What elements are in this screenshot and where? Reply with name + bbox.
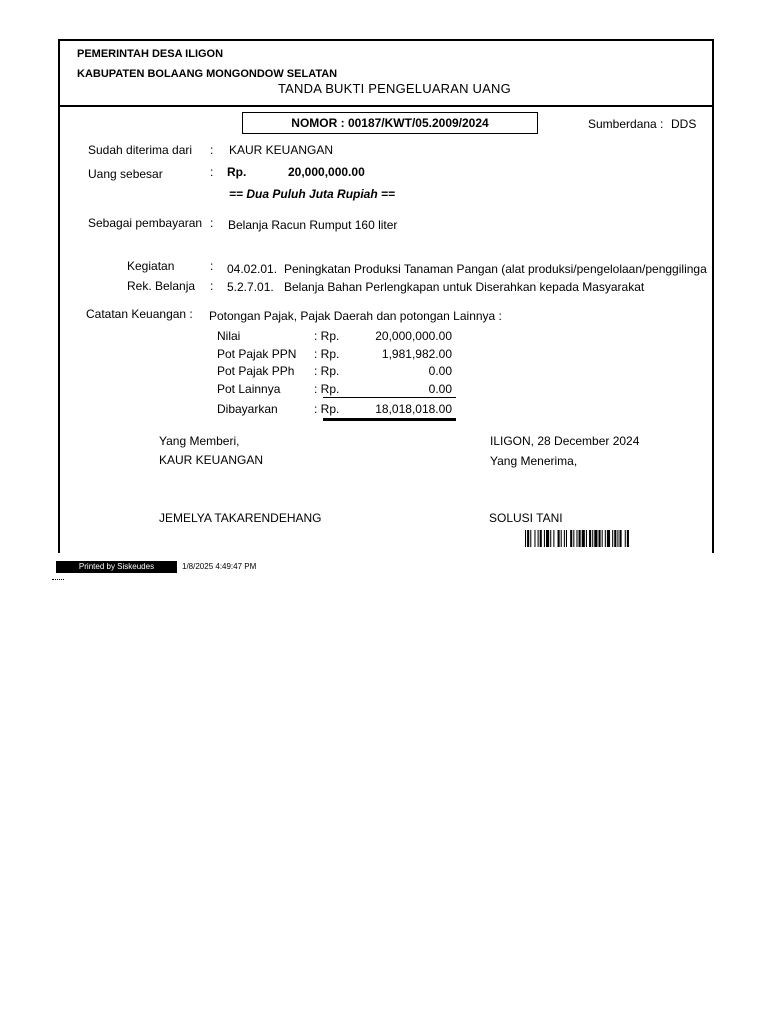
colon: : [210,216,214,230]
header-line1: PEMERINTAH DESA ILIGON [77,48,224,60]
row-rp-nilai: : Rp. [314,329,340,343]
barcode-bar [607,530,610,547]
subtotal-line [323,397,456,398]
barcode-bar [566,530,567,547]
barcode-bar [620,530,622,547]
row-rp-pph: : Rp. [314,364,340,378]
row-rp-ppn: : Rp. [314,347,340,361]
header-line2: KABUPATEN BOLAANG MONGONDOW SELATAN [77,68,338,80]
rek-code: 5.2.7.01. [227,280,274,294]
document-title: TANDA BUKTI PENGELUARAN UANG [278,81,511,96]
diterima-label: Sudah diterima dari [88,143,193,157]
barcode-bar [586,530,587,547]
barcode-bar [594,530,597,547]
row-value-lainnya: 0.00 [428,382,452,396]
row-label-ppn: Pot Pajak PPN [217,347,297,361]
barcode-bar [582,530,585,547]
row-label-dibayarkan: Dibayarkan [217,402,278,416]
place-date: ILIGON, 28 December 2024 [490,434,640,448]
row-value-ppn: 1,981,982.00 [381,347,452,361]
giver-role: KAUR KEUANGAN [159,453,264,467]
barcode-bar [544,530,545,547]
barcode-bar [570,530,572,547]
receiver-name: SOLUSI TANI [489,511,563,525]
barcode-bar [627,530,629,547]
footer-mark [52,579,64,580]
barcode-bar [550,530,551,547]
row-value-pph: 0.00 [428,364,452,378]
barcode-bar [599,530,601,547]
barcode-bar [612,530,613,547]
receiver-label: Yang Menerima, [490,454,578,468]
barcode-bar [540,530,542,547]
catatan-label: Catatan Keuangan : [86,307,193,321]
printed-by-badge: Printed by Siskeudes [56,561,177,573]
barcode-bar [589,530,591,547]
barcode-bar [605,530,606,547]
colon: : [210,143,214,157]
barcode-bar [576,530,577,547]
barcode-bar [625,530,626,547]
row-rp-dibayarkan: : Rp. [314,402,340,416]
kegiatan-value: Peningkatan Produksi Tanaman Pangan (alat produksi/pengelolaan/penggilinga [284,262,707,276]
sumberdana-label: Sumberdana : [588,117,664,131]
terbilang: == Dua Puluh Juta Rupiah == [229,187,396,201]
barcode-bar [579,530,581,547]
barcode-bar [538,530,539,547]
barcode-bar [561,530,562,547]
row-label-lainnya: Pot Lainnya [217,382,281,396]
header-divider [58,105,714,107]
barcode-bar [530,530,531,547]
barcode-bar [573,530,574,547]
colon: : [210,165,214,179]
barcode-bar [617,530,618,547]
uang-value: 20,000,000.00 [288,165,365,179]
colon: : [210,279,214,293]
row-label-pph: Pot Pajak PPh [217,364,295,378]
uang-currency: Rp. [227,165,247,179]
giver-name: JEMELYA TAKARENDEHANG [159,511,322,525]
barcode-bar [614,530,616,547]
rek-value: Belanja Bahan Perlengkapan untuk Diserahkan kepada Masyarakat [284,280,645,294]
barcode [525,530,700,547]
barcode-bar [534,530,535,547]
giver-label: Yang Memberi, [159,434,240,448]
sumberdana-value: DDS [671,117,697,131]
catatan-intro: Potongan Pajak, Pajak Daerah dan potongan Lainnya : [209,309,502,323]
uang-label: Uang sebesar [88,167,163,181]
rek-label: Rek. Belanja [127,279,196,293]
pembayaran-label: Sebagai pembayaran [88,216,203,230]
barcode-bar [525,530,526,547]
row-value-nilai: 20,000,000.00 [375,329,452,343]
nomor-box: NOMOR : 00187/KWT/05.2009/2024 [242,112,538,134]
barcode-bar [546,530,549,547]
total-underline [323,418,456,421]
barcode-bar [527,530,529,547]
barcode-bar [564,530,565,547]
kegiatan-label: Kegiatan [127,259,175,273]
diterima-value: KAUR KEUANGAN [229,143,334,157]
colon: : [210,259,214,273]
print-timestamp: 1/8/2025 4:49:47 PM [182,562,257,571]
barcode-bar [558,530,560,547]
kegiatan-code: 04.02.01. [227,262,278,276]
row-rp-lainnya: : Rp. [314,382,340,396]
barcode-bar [553,530,554,547]
row-label-nilai: Nilai [217,329,241,343]
barcode-bar [592,530,593,547]
barcode-bar [602,530,603,547]
pembayaran-value: Belanja Racun Rumput 160 liter [228,218,398,232]
row-value-dibayarkan: 18,018,018.00 [375,402,452,416]
